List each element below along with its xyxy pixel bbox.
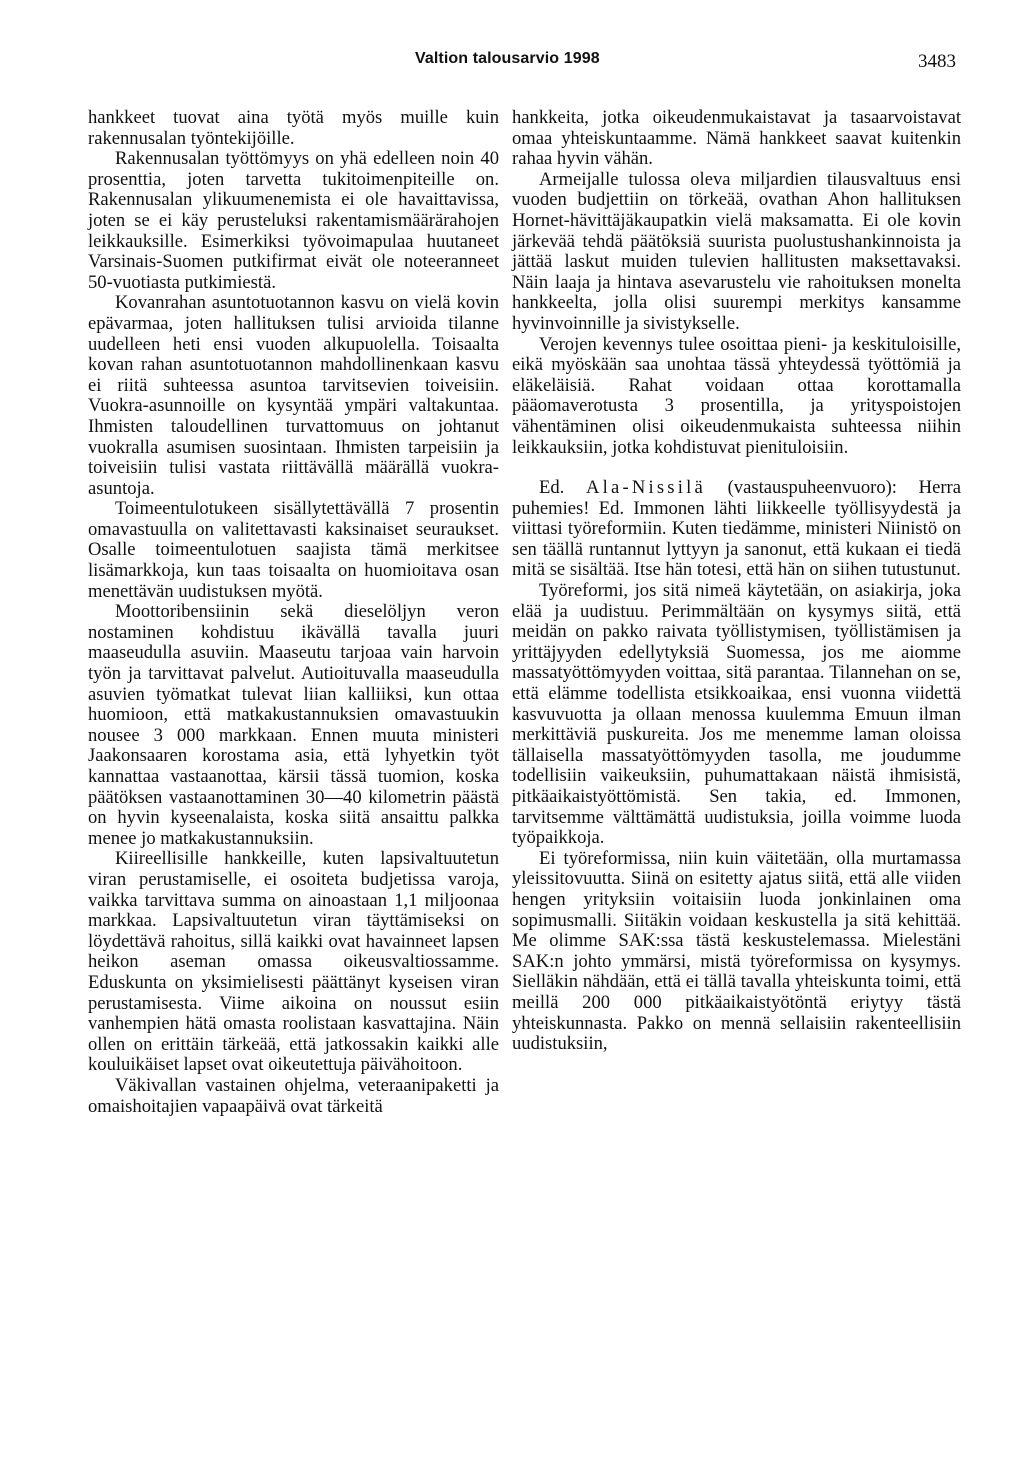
- speech-paragraph: [512, 478, 961, 581]
- paragraph: Työreformi, jos sitä nimeä käytetään, on asiakirja, joka elää ja uudistuu. Perimmältään on kysymys siitä, että meidän on pakko raivata työllistymisen, työllistämisen ja yrittäjyyden edellytyksiä Suomessa, jos me aiomme massatyöttömyyden voittaa, sitä parantaa. Tilannehan on se, että elämme todellista etsikkoaikaa, ensi vuonna viidettä kasvuvuotta ja ollaan menossa kuulemma Emuun ilman merkittäviä puskureita. Jos me menemme laman oloissa tällaisella massatyöttömyyden tasolla, me joudumme todellisiin vaikeuksiin, puhumattakaan näistä ihmisistä, pitkäaikaistyöttömistä. Sen takia, ed. Immonen, tarvitsemme välttämättä uudistuksia, joilla voimme luoda työpaikkoja.: [512, 580, 961, 849]
- paragraph: hankkeet tuovat aina työtä myös muille kuin rakennusalan työntekijöille.: [88, 107, 499, 149]
- page-header: [0, 50, 1024, 74]
- paragraph: Toimeentulotukeen sisällytettävällä 7 prosentin omavastuulla on valitettavasti kaksinaiset seuraukset. Osalle toimeentulotuen saajista tämä merkitsee lisämarkkoja, kun taas toisaalta on huomioitava osan menettävän uudistuksen myötä.: [88, 498, 499, 602]
- paragraph: Ei työreformissa, niin kuin väitetään, olla murtamassa yleissitovuutta. Siinä on esitetty ajatus siitä, että alle viiden hengen yrityksiin voitaisiin luoda jonkinlainen oma sopimusmalli. Siitäkin voidaan keskustella ja sitä kehittää. Me olimme SAK:ssa tästä keskustelemassa. Mielestäni SAK:n johto ymmärsi, mistä työreformissa on kysymys. Sielläkin nähdään, että ei tällä tavalla yhteiskunta toimi, että meillä 200 000 pitkäaikaistyötöntä eriytyy tästä yhteiskunnasta. Pakko on mennä sellaisiin rakenteellisiin uudistuksiin,: [512, 847, 961, 1055]
- left-column: [88, 108, 499, 1117]
- speaker-name: Ala-Nissilä: [586, 477, 706, 499]
- speaker-prefix: Ed.: [539, 477, 565, 499]
- paragraph: Rakennusalan työttömyys on yhä edelleen noin 40 prosenttia, joten tarvetta tukitoimenpiteille on. Rakennusalan ylikuumenemista ei ole havaittavissa, joten se ei käy perusteluksi rakentamismäärärahojen leikkauksille. Esimerkiksi työvoimapulaa huutaneet Varsinais-Suomen putkifirmat eivät ole noteeranneet 50-vuotiasta putkimiestä.: [88, 148, 499, 293]
- speech-role: (vastauspuheenvuoro):: [727, 477, 897, 499]
- paragraph: Väkivallan vastainen ohjelma, veteraanipaketti ja omaishoitajien vapaapäivä ovat tärkeitä: [88, 1074, 499, 1117]
- right-column: [512, 108, 961, 1055]
- paragraph: Verojen kevennys tulee osoittaa pieni- ja keskituloisille, eikä myöskään saa unohtaa tässä yhteydessä työttömiä ja eläkeläisiä. Rahat voidaan ottaa korottamalla pääomaverotusta 3 prosentilla, ja yrityspoistojen vähentäminen olisi oikeudenmukaista suhteessa niihin leikkauksiin, jotka kohdistuvat pienituloisiin.: [512, 333, 961, 458]
- paragraph: Armeijalle tulossa oleva miljardien tilausvaltuus ensi vuoden budjettiin on törkeää, ovathan Ahon hallituksen Hornet-hävittäjäkaupatkin vielä maksamatta. Ei ole kovin järkevää tehdä päätöksiä suurista puolustushankinnoista ja jättää laskut muiden tulevien hallitusten maksettavaksi. Näin laaja ja hintava asevarustelu vie rahoituksen monelta hankkeelta, jolla olisi suurempi merkitys kansamme hyvinvoinnille ja sivistykselle.: [512, 168, 961, 334]
- page-number: 3483: [918, 51, 956, 72]
- paragraph: Kiireellisille hankkeille, kuten lapsivaltuutetun viran perustamiselle, ei osoiteta budjetissa varoja, vaikka tarvittava summa on ainoastaan 1,1 miljoonaa markkaa. Lapsivaltuutetun viran täyttämiseksi on löydettävä rahoitus, sillä kaikki ovat havainneet lapsen heikon aseman omassa oikeusvaltiossamme. Eduskunta on yksimielisesti päättänyt kyseisen viran perustamisesta. Viime aikoina on noussut esiin vanhempien hätä omasta roolistaan kasvattajina. Näin ollen on erittäin tärkeää, että jatkossakin kaikki alle kouluikäiset lapset ovat oikeutettuja päivähoitoon.: [88, 848, 499, 1076]
- running-title: Valtion talousarvio 1998: [415, 50, 600, 67]
- paragraph: hankkeita, jotka oikeudenmukaistavat ja tasaarvoistavat omaa yhteiskuntaamme. Nämä hankkeet saavat kuitenkin rahaa hyvin vähän.: [512, 107, 961, 170]
- speech-text: Herra puhemies! Ed. Immonen lähti liikkeelle työllisyydestä ja viittasi työreformiin. Kuten tiedämme, ministeri Niinistö on sen täällä runtannut lyttyyn ja sanonut, että kukaan ei tiedä mitä se sisältää. Itse hän totesi, että hän on siihen tutustunut.: [512, 477, 961, 581]
- paragraph: Kovanrahan asuntotuotannon kasvu on vielä kovin epävarmaa, joten hallituksen tulisi arvioida tilanne uudelleen heti ensi vuoden alkupuolella. Toisaalta kovan rahan asuntotuotannon mahdollinenkaan kasvu ei riitä suhteessa asuntoa tarvitsevien toiveisiin. Vuokra-asunnoille on kysyntää ympäri valtakuntaa. Ihmisten taloudellinen turvattomuus on johtanut vuokralla asumisen suosintaan. Ihmisten tarpeisiin ja toiveisiin tulisi vastata riittävällä määrällä vuokra-asuntoja.: [88, 292, 499, 499]
- paragraph: Moottoribensiinin sekä dieselöljyn veron nostaminen kohdistuu ikävällä tavalla juuri maaseudulla asuviin. Maaseutu tarjoaa vain harvoin työn ja tarvittavat palvelut. Autioituvalla maaseudulla asuvien työmatkat tulevat liian kalliiksi, kun ottaa huomioon, että matkakustannuksien omavastuukin nousee 3 000 markkaan. Ennen muuta ministeri Jaakonsaaren korostama asia, että lyhyetkin työt kannattaa vastaanottaa, kärsii tässä tuomion, koska päätöksen vastaanottaminen 30—40 kilometrin päästä on hyvin kyseenalaista, koska siitä ansaittu palkka menee jo matkakustannuksiin.: [88, 601, 499, 849]
